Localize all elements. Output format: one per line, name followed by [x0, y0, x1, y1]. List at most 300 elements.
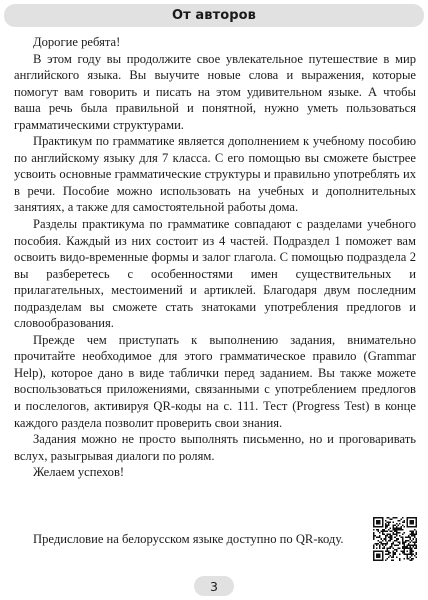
qr-module — [399, 535, 401, 537]
qr-module — [396, 540, 398, 542]
qr-module — [415, 517, 417, 519]
qr-module — [382, 550, 384, 552]
qr-module — [385, 553, 387, 555]
qr-module — [412, 523, 414, 525]
qr-module — [393, 550, 395, 552]
qr-module — [373, 553, 375, 555]
qr-module — [385, 537, 387, 539]
qr-module — [376, 555, 378, 557]
qr-module — [411, 558, 413, 560]
qr-module — [408, 543, 410, 545]
qr-module — [400, 550, 402, 552]
qr-module — [402, 517, 404, 519]
qr-module — [378, 523, 380, 525]
qr-code-icon[interactable] — [373, 517, 417, 561]
qr-module — [385, 525, 387, 527]
qr-module — [378, 555, 380, 557]
qr-module — [403, 526, 405, 528]
qr-module — [393, 552, 395, 554]
qr-module — [402, 529, 404, 531]
qr-module — [399, 541, 401, 543]
qr-module — [376, 537, 378, 539]
qr-module — [378, 540, 380, 542]
qr-module — [412, 544, 414, 546]
qr-module — [388, 529, 390, 531]
qr-code-graphic — [373, 517, 417, 561]
qr-module — [397, 520, 399, 522]
qr-module — [393, 528, 395, 530]
qr-module — [382, 534, 384, 536]
qr-module — [399, 529, 401, 531]
qr-module — [415, 526, 417, 528]
qr-module — [406, 526, 408, 528]
qr-module — [373, 555, 375, 557]
qr-module — [379, 556, 381, 558]
qr-module — [373, 559, 375, 561]
qr-module — [381, 559, 383, 561]
qr-module — [415, 519, 417, 521]
qr-module — [415, 534, 417, 536]
qr-module — [388, 556, 390, 558]
qr-module — [408, 558, 410, 560]
qr-module — [397, 528, 399, 530]
qr-module — [394, 540, 396, 542]
qr-module — [411, 552, 413, 554]
qr-module — [406, 555, 408, 557]
qr-module — [396, 528, 398, 530]
qr-module — [382, 544, 384, 546]
qr-module — [387, 558, 389, 560]
qr-module — [393, 559, 395, 561]
qr-module — [415, 538, 417, 540]
qr-module — [378, 531, 380, 533]
qr-module — [391, 531, 393, 533]
qr-module — [414, 535, 416, 537]
qr-module — [394, 537, 396, 539]
qr-module — [393, 541, 395, 543]
qr-module — [399, 532, 401, 534]
qr-module — [409, 553, 411, 555]
qr-module — [412, 532, 414, 534]
qr-module — [409, 559, 411, 561]
qr-module — [390, 531, 392, 533]
qr-module — [394, 553, 396, 555]
qr-module — [390, 528, 392, 530]
qr-module — [387, 535, 389, 537]
qr-module — [396, 556, 398, 558]
qr-module — [390, 522, 392, 524]
qr-module — [379, 526, 381, 528]
qr-module — [378, 517, 380, 519]
qr-module — [396, 532, 398, 534]
qr-module — [396, 523, 398, 525]
qr-module — [411, 559, 413, 561]
qr-module — [384, 529, 386, 531]
qr-module — [387, 526, 389, 528]
qr-module — [406, 519, 408, 521]
qr-module — [399, 547, 401, 549]
qr-module — [399, 558, 401, 560]
qr-module — [405, 546, 407, 548]
qr-module — [385, 528, 387, 530]
qr-module — [382, 523, 384, 525]
qr-module — [402, 550, 404, 552]
qr-module — [402, 522, 404, 524]
qr-module — [409, 538, 411, 540]
qr-module — [409, 552, 411, 554]
qr-module — [379, 535, 381, 537]
qr-module — [403, 552, 405, 554]
qr-module — [394, 531, 396, 533]
qr-module — [384, 546, 386, 548]
qr-module — [394, 552, 396, 554]
qr-module — [409, 556, 411, 558]
qr-module — [414, 544, 416, 546]
section-header — [4, 4, 424, 27]
qr-module — [415, 547, 417, 549]
qr-module — [379, 553, 381, 555]
qr-module — [391, 519, 393, 521]
qr-module — [375, 526, 377, 528]
qr-module — [391, 538, 393, 540]
qr-module — [393, 534, 395, 536]
qr-module — [403, 550, 405, 552]
qr-module — [390, 538, 392, 540]
qr-module — [382, 519, 384, 521]
qr-module — [376, 550, 378, 552]
qr-module — [384, 543, 386, 545]
qr-module — [396, 538, 398, 540]
qr-module — [382, 532, 384, 534]
preface-note: Предисловие на белорусском языке доступно по QR-коду. — [33, 532, 344, 546]
qr-module — [396, 535, 398, 537]
qr-module — [373, 558, 375, 560]
qr-module — [375, 535, 377, 537]
qr-module — [411, 544, 413, 546]
qr-module — [402, 540, 404, 542]
qr-module — [399, 523, 401, 525]
qr-module — [412, 534, 414, 536]
qr-module — [388, 540, 390, 542]
qr-module — [387, 547, 389, 549]
qr-module — [390, 537, 392, 539]
qr-module — [409, 531, 411, 533]
qr-module — [397, 525, 399, 527]
qr-module — [376, 556, 378, 558]
qr-module — [385, 523, 387, 525]
qr-module — [408, 537, 410, 539]
qr-module — [393, 547, 395, 549]
qr-module — [379, 532, 381, 534]
qr-module — [376, 559, 378, 561]
qr-module — [408, 544, 410, 546]
qr-module — [406, 544, 408, 546]
qr-module — [415, 525, 417, 527]
qr-module — [400, 519, 402, 521]
closing-wish: Желаем успехов! — [33, 465, 125, 480]
qr-module — [412, 546, 414, 548]
qr-module — [375, 550, 377, 552]
qr-module — [402, 538, 404, 540]
qr-module — [396, 526, 398, 528]
qr-module — [382, 547, 384, 549]
qr-module — [384, 534, 386, 536]
qr-module — [408, 535, 410, 537]
qr-module — [382, 540, 384, 542]
qr-module — [376, 523, 378, 525]
greeting: Дорогие ребята! — [33, 35, 121, 49]
qr-module — [406, 537, 408, 539]
qr-module — [382, 517, 384, 519]
qr-module — [373, 517, 375, 519]
qr-module — [396, 517, 398, 519]
qr-module — [415, 544, 417, 546]
qr-module — [411, 520, 413, 522]
qr-module — [385, 559, 387, 561]
qr-module — [415, 540, 417, 542]
qr-module — [397, 544, 399, 546]
qr-module — [388, 523, 390, 525]
qr-module — [390, 546, 392, 548]
qr-module — [390, 552, 392, 554]
qr-module — [397, 541, 399, 543]
qr-module — [382, 531, 384, 533]
qr-module — [414, 517, 416, 519]
qr-module — [373, 538, 375, 540]
qr-module — [385, 543, 387, 545]
qr-module — [391, 535, 393, 537]
qr-module — [387, 531, 389, 533]
qr-module — [403, 558, 405, 560]
qr-module — [414, 547, 416, 549]
qr-module — [405, 553, 407, 555]
qr-module — [408, 547, 410, 549]
qr-module — [373, 532, 375, 534]
page-number-badge — [194, 576, 234, 596]
qr-module — [415, 553, 417, 555]
qr-module — [409, 537, 411, 539]
qr-module — [403, 541, 405, 543]
qr-module — [378, 526, 380, 528]
qr-module — [405, 537, 407, 539]
qr-module — [412, 541, 414, 543]
qr-module — [399, 559, 401, 561]
qr-module — [406, 523, 408, 525]
qr-module — [394, 549, 396, 551]
qr-module — [409, 517, 411, 519]
qr-module — [402, 543, 404, 545]
qr-module — [412, 517, 414, 519]
qr-module — [387, 522, 389, 524]
qr-module — [378, 556, 380, 558]
qr-module — [393, 529, 395, 531]
qr-module — [379, 523, 381, 525]
qr-module — [415, 531, 417, 533]
qr-module — [412, 522, 414, 524]
qr-module — [391, 556, 393, 558]
qr-module — [409, 547, 411, 549]
qr-module — [373, 550, 375, 552]
qr-module — [381, 531, 383, 533]
qr-module — [397, 538, 399, 540]
qr-module — [382, 520, 384, 522]
preface-note-block — [14, 531, 354, 548]
qr-module — [412, 531, 414, 533]
qr-module — [382, 559, 384, 561]
paragraph-speaking: Задания можно не просто выполнять письменно, но и проговаривать вслух, разыгрывая диалоги по ролям. — [14, 432, 416, 463]
qr-module — [411, 523, 413, 525]
qr-module — [393, 532, 395, 534]
qr-module — [415, 532, 417, 534]
qr-module — [388, 552, 390, 554]
qr-module — [376, 526, 378, 528]
qr-module — [411, 531, 413, 533]
qr-module — [378, 543, 380, 545]
qr-module — [414, 541, 416, 543]
qr-module — [376, 544, 378, 546]
qr-module — [402, 546, 404, 548]
qr-module — [403, 522, 405, 524]
qr-module — [403, 544, 405, 546]
qr-module — [409, 520, 411, 522]
qr-module — [376, 529, 378, 531]
qr-module — [393, 526, 395, 528]
qr-module — [376, 543, 378, 545]
qr-module — [403, 553, 405, 555]
qr-module — [393, 525, 395, 527]
qr-module — [393, 517, 395, 519]
paragraph-instructions: Прежде чем приступать к выполнению задания, внимательно прочитайте необходимое для этого грамматическое правило (Grammar Help), которое дано в виде таблички перед заданием. Вы также можете воспользоваться приложениями, связанными с употреблением предлогов и послелогов, активируя QR-коды на с. 111. Тест (Progress Test) в конце каждого раздела позволит проверить свои знания. — [14, 332, 416, 430]
qr-module — [379, 522, 381, 524]
qr-module — [409, 523, 411, 525]
qr-module — [415, 556, 417, 558]
qr-module — [385, 540, 387, 542]
qr-module — [415, 522, 417, 524]
qr-module — [412, 553, 414, 555]
qr-module — [387, 550, 389, 552]
qr-module — [382, 552, 384, 554]
qr-module — [403, 546, 405, 548]
qr-module — [388, 525, 390, 527]
qr-module — [373, 547, 375, 549]
qr-module — [385, 531, 387, 533]
qr-module — [411, 547, 413, 549]
qr-module — [373, 537, 375, 539]
qr-module — [379, 559, 381, 561]
qr-module — [391, 537, 393, 539]
qr-module — [385, 520, 387, 522]
qr-module — [381, 517, 383, 519]
qr-module — [385, 526, 387, 528]
qr-module — [414, 537, 416, 539]
qr-module — [411, 553, 413, 555]
qr-module — [384, 531, 386, 533]
qr-module — [394, 544, 396, 546]
qr-module — [412, 550, 414, 552]
qr-module — [396, 549, 398, 551]
qr-module — [399, 553, 401, 555]
qr-module — [412, 558, 414, 560]
section-title: От авторов — [171, 8, 257, 23]
qr-module — [387, 553, 389, 555]
qr-module — [388, 522, 390, 524]
qr-module — [379, 550, 381, 552]
qr-module — [379, 547, 381, 549]
qr-module — [391, 544, 393, 546]
qr-module — [382, 525, 384, 527]
qr-module — [376, 553, 378, 555]
qr-module — [415, 541, 417, 543]
qr-module — [414, 526, 416, 528]
qr-module — [376, 520, 378, 522]
qr-module — [378, 537, 380, 539]
qr-module — [403, 549, 405, 551]
qr-module — [388, 537, 390, 539]
qr-module — [396, 534, 398, 536]
qr-module — [399, 528, 401, 530]
qr-module — [373, 552, 375, 554]
qr-module — [393, 555, 395, 557]
qr-module — [406, 525, 408, 527]
qr-module — [396, 550, 398, 552]
qr-module — [390, 540, 392, 542]
qr-module — [382, 529, 384, 531]
qr-module — [382, 553, 384, 555]
qr-module — [379, 520, 381, 522]
qr-module — [402, 537, 404, 539]
qr-module — [390, 534, 392, 536]
qr-module — [388, 553, 390, 555]
qr-module — [376, 522, 378, 524]
qr-module — [375, 559, 377, 561]
qr-module — [391, 546, 393, 548]
paragraph-intro: В этом году вы продолжите свое увлекательное путешествие в мир английского языка. Вы выучите новые слова и выражения, которые помогут вам говорить и писать на этом удивительном языке. А чтобы ваша речь была правильной и понятной, нужно уметь пользоваться грамматическими структурами. — [14, 51, 416, 132]
qr-module — [373, 534, 375, 536]
qr-module — [397, 529, 399, 531]
qr-module — [408, 540, 410, 542]
qr-module — [397, 547, 399, 549]
qr-module — [402, 547, 404, 549]
qr-module — [390, 547, 392, 549]
qr-module — [409, 534, 411, 536]
qr-module — [387, 543, 389, 545]
qr-module — [391, 543, 393, 545]
qr-module — [411, 550, 413, 552]
page-body — [14, 34, 416, 481]
qr-module — [411, 555, 413, 557]
qr-module — [373, 525, 375, 527]
paragraph-practicum: Практикум по грамматике является дополнением к учебному пособию по английскому языку для 7 класса. С его помощью вы сможете быстрее усвоить основные грамматические структуры и правильно употреблять их в речи. Пособие можно использовать на учебных и дополнительных занятиях, а также для самостоятельной работы дома. — [14, 134, 416, 215]
qr-module — [393, 543, 395, 545]
qr-module — [409, 544, 411, 546]
qr-module — [409, 541, 411, 543]
qr-module — [415, 520, 417, 522]
qr-module — [384, 538, 386, 540]
qr-module — [411, 535, 413, 537]
qr-module — [373, 520, 375, 522]
qr-module — [379, 546, 381, 548]
qr-module — [415, 523, 417, 525]
qr-module — [394, 534, 396, 536]
qr-module — [390, 555, 392, 557]
qr-module — [400, 528, 402, 530]
qr-module — [411, 522, 413, 524]
qr-module — [414, 534, 416, 536]
qr-module — [373, 546, 375, 548]
qr-module — [375, 517, 377, 519]
qr-module — [406, 550, 408, 552]
qr-module — [379, 555, 381, 557]
